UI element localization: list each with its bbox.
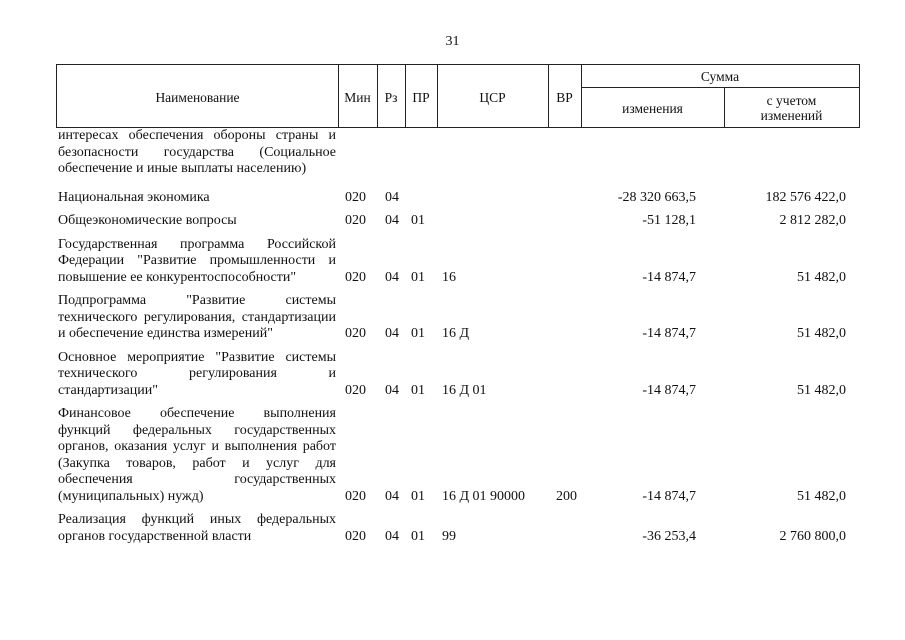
row-rz: 04 bbox=[385, 213, 399, 228]
row-name: Общеэкономические вопросы bbox=[58, 213, 237, 228]
row-pr: 01 bbox=[411, 326, 425, 341]
row-csr: 16 Д bbox=[442, 326, 470, 341]
row-name: Реализация функций иных федеральных органов государственной власти bbox=[58, 512, 336, 544]
table-row bbox=[58, 293, 858, 343]
row-change: -51 128,1 bbox=[642, 213, 696, 228]
header-sum: Сумма bbox=[700, 68, 740, 84]
row-name: Государственная программа Российской Федерации "Развитие промышленности и повышение ее конкурентоспособности" bbox=[58, 236, 336, 285]
row-name: Финансовое обеспечение выполнения функций федеральных государственных органов, оказания услуг и выполнения работ (Закупка товаров, работ и услуг для обеспечения государственных (муниципальных) нужд) bbox=[58, 406, 336, 504]
row-total: 51 482,0 bbox=[797, 269, 846, 285]
row-total: 51 482,0 bbox=[797, 326, 846, 341]
row-change: -14 874,7 bbox=[642, 488, 696, 504]
row-change: -14 874,7 bbox=[642, 382, 696, 398]
header-csr: ЦСР bbox=[479, 89, 506, 105]
header-pr: ПР bbox=[412, 89, 430, 105]
header-total: с учетом изменений bbox=[760, 93, 823, 123]
table-row bbox=[58, 128, 858, 178]
row-rz: 04 bbox=[385, 488, 399, 504]
table-row bbox=[58, 237, 858, 287]
row-min: 020 bbox=[345, 269, 366, 285]
row-pr: 01 bbox=[411, 382, 425, 398]
row-name: Подпрограмма "Развитие системы технического регулирования, стандартизации и обеспечение единства измерений" bbox=[58, 293, 336, 341]
row-pr: 01 bbox=[411, 528, 425, 544]
row-min: 020 bbox=[345, 382, 366, 398]
row-change: -14 874,7 bbox=[642, 269, 696, 285]
header-vr: ВР bbox=[556, 89, 573, 105]
table-row bbox=[58, 350, 858, 400]
row-pr: 01 bbox=[411, 269, 425, 285]
row-pr: 01 bbox=[411, 488, 425, 504]
row-min: 020 bbox=[345, 488, 366, 504]
row-csr: 99 bbox=[442, 528, 456, 544]
table-row bbox=[58, 406, 858, 505]
row-min: 020 bbox=[345, 528, 366, 544]
row-name: интересах обеспечения обороны страны и безопасности государства (Социальное обеспечение и иные выплаты населению) bbox=[58, 128, 336, 176]
row-csr: 16 bbox=[442, 269, 456, 285]
row-total: 182 576 422,0 bbox=[765, 189, 846, 205]
row-total: 51 482,0 bbox=[797, 488, 846, 504]
row-csr: 16 Д 01 90000 bbox=[442, 488, 526, 504]
row-rz: 04 bbox=[385, 326, 399, 341]
table-row bbox=[58, 512, 858, 545]
row-rz: 04 bbox=[385, 382, 399, 398]
row-rz: 04 bbox=[385, 269, 399, 285]
row-vr: 200 bbox=[556, 488, 577, 504]
row-rz: 04 bbox=[385, 528, 399, 544]
table-row bbox=[58, 190, 858, 207]
header-rz: Рз bbox=[384, 89, 398, 105]
row-change: -36 253,4 bbox=[642, 528, 696, 544]
table-row bbox=[58, 213, 858, 230]
row-change: -14 874,7 bbox=[642, 326, 696, 341]
table-body bbox=[58, 128, 858, 552]
row-rz: 04 bbox=[385, 189, 399, 205]
table-header bbox=[56, 64, 860, 128]
page-number: 31 bbox=[445, 34, 460, 49]
row-total: 2 812 282,0 bbox=[779, 213, 846, 228]
row-name: Основное мероприятие "Развитие системы технического регулирования и стандартизации" bbox=[58, 349, 336, 398]
row-csr: 16 Д 01 bbox=[442, 382, 487, 398]
header-min: Мин bbox=[344, 89, 371, 105]
row-total: 2 760 800,0 bbox=[779, 528, 846, 544]
row-min: 020 bbox=[345, 326, 366, 341]
row-total: 51 482,0 bbox=[797, 382, 846, 398]
row-min: 020 bbox=[345, 189, 366, 205]
row-min: 020 bbox=[345, 213, 366, 228]
row-change: -28 320 663,5 bbox=[617, 189, 696, 205]
header-change: изменения bbox=[622, 100, 683, 116]
row-pr: 01 bbox=[411, 213, 425, 228]
row-name: Национальная экономика bbox=[58, 189, 210, 205]
header-name: Наименование bbox=[155, 89, 240, 105]
